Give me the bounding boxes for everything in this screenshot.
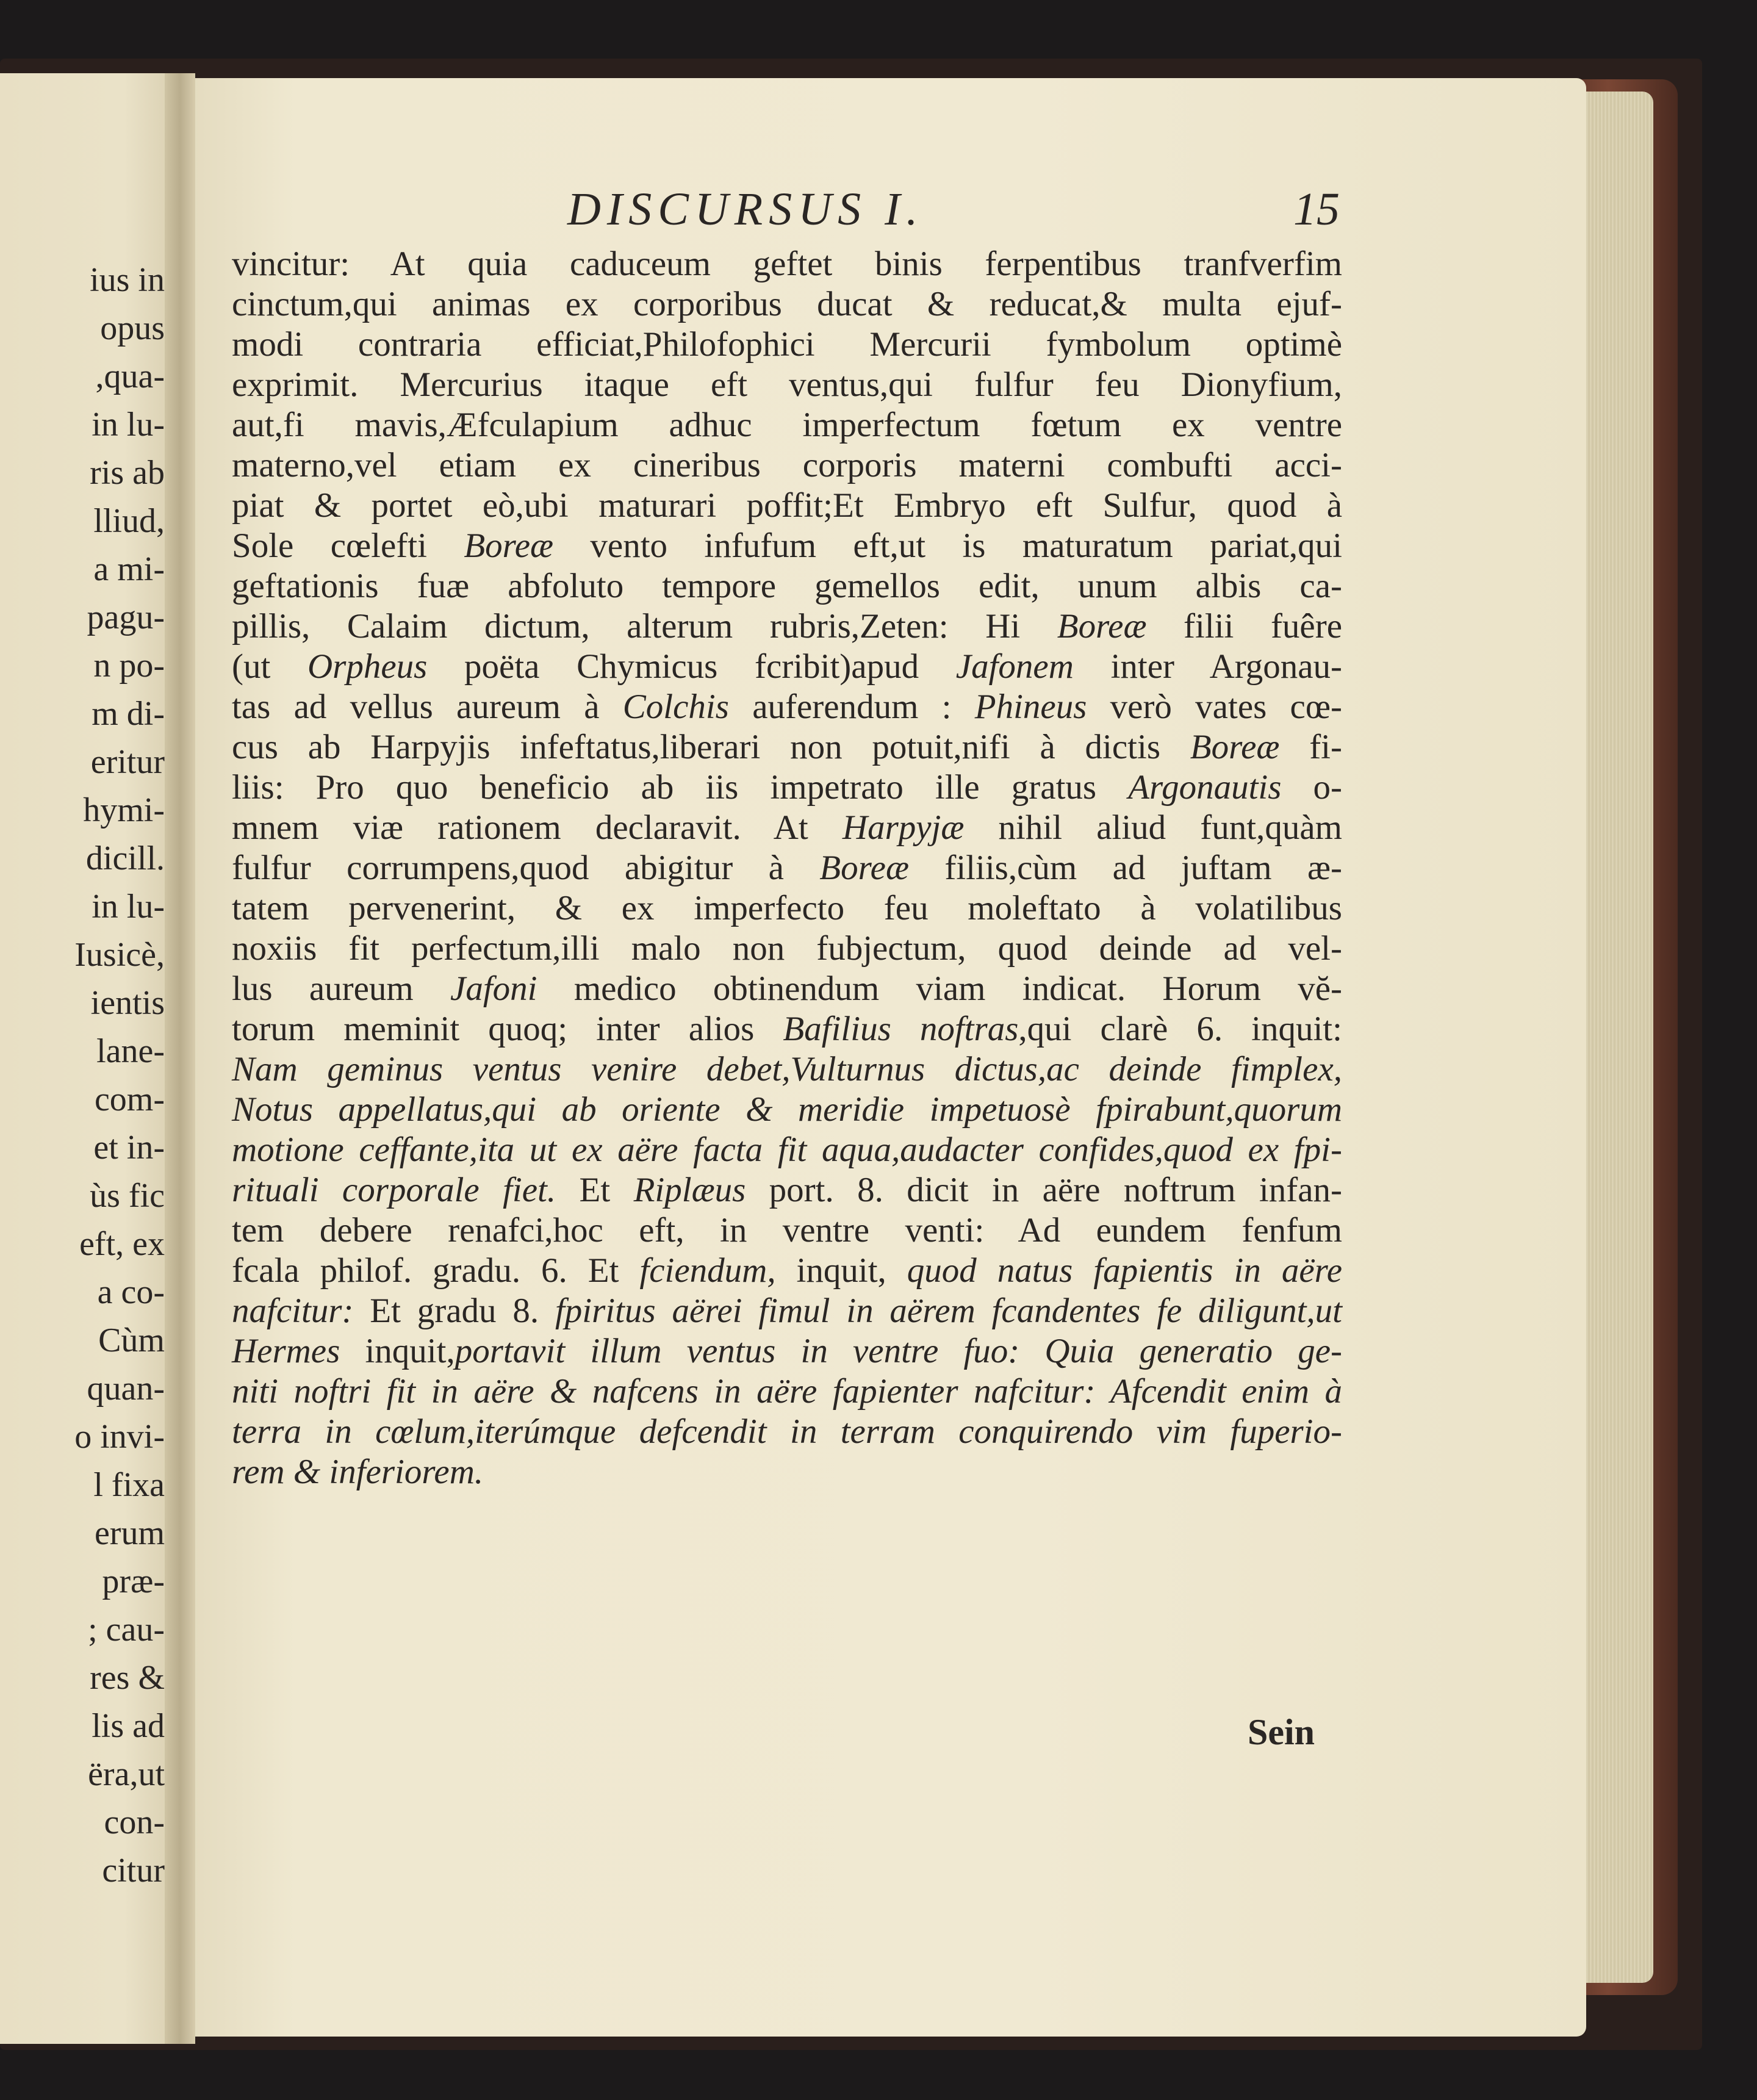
text-line xyxy=(232,365,1342,405)
left-page-line: l fixa xyxy=(93,1466,165,1504)
left-page-line: ùs fic xyxy=(90,1177,165,1215)
text-run: Et gradu 8. xyxy=(353,1292,555,1330)
left-page-line: opus xyxy=(100,309,165,347)
italic-run: quod natus fapientis in aëre xyxy=(907,1251,1342,1290)
text-line xyxy=(232,848,1342,888)
text-run: Et xyxy=(556,1171,634,1209)
text-run: fulfur corrumpens,quod abigitur à xyxy=(232,849,820,887)
left-page-line: ; cau- xyxy=(88,1611,165,1649)
italic-run: motione ceffante,ita ut ex aëre facta fit aqua,audacter confides,quod ex fpi- xyxy=(232,1131,1342,1169)
left-page-line: con- xyxy=(104,1803,165,1841)
text-run: (ut xyxy=(232,647,308,686)
running-head: DISCURSUS I. xyxy=(567,184,924,235)
left-page-line: lane- xyxy=(96,1032,165,1070)
book-gutter xyxy=(165,73,195,2044)
text-run: mnem viæ rationem declaravit. At xyxy=(232,808,843,847)
left-page-line: eritur xyxy=(90,743,165,781)
text-line xyxy=(232,1372,1342,1412)
italic-run: rem & inferiorem. xyxy=(232,1453,484,1491)
text-run: fi- xyxy=(1279,728,1342,766)
text-line xyxy=(232,1452,1342,1492)
text-line xyxy=(232,727,1342,768)
left-page-line: præ- xyxy=(102,1562,165,1600)
left-page-line: com- xyxy=(94,1081,165,1118)
left-page-line: o invi- xyxy=(74,1418,165,1456)
text-line xyxy=(232,1090,1342,1130)
text-line xyxy=(232,566,1342,606)
italic-run: Phineus xyxy=(974,688,1087,726)
italic-run: Harpyjæ xyxy=(842,808,965,847)
page-body-text xyxy=(232,244,1342,1492)
text-run: filiis,cùm ad juftam æ- xyxy=(908,849,1343,887)
text-line xyxy=(232,325,1342,365)
text-run: nihil aliud funt,quàm xyxy=(964,808,1343,847)
text-run: materno,vel etiam ex cineribus corporis materni combufti acci- xyxy=(232,446,1342,484)
text-line xyxy=(232,969,1342,1009)
italic-run: Orpheus xyxy=(307,647,428,686)
left-page-line: lliud, xyxy=(93,502,165,540)
italic-run: fpiritus aërei fimul in aërem fcandentes fe diligunt,ut xyxy=(555,1292,1343,1330)
text-line xyxy=(232,1412,1342,1452)
left-page-line: ius in xyxy=(90,261,165,299)
text-run: vincitur: At quia caduceum geftet binis ferpentibus tranfverfim xyxy=(232,245,1342,283)
text-run: poëta Chymicus fcribit)apud xyxy=(427,647,956,686)
text-line xyxy=(232,1049,1342,1090)
text-line xyxy=(232,929,1342,969)
italic-run: Boreæ xyxy=(1057,607,1147,645)
text-run: modi contraria efficiat,Philofophici Mercurii fymbolum optimè xyxy=(232,325,1342,364)
left-page-line: quan- xyxy=(87,1370,165,1408)
text-line xyxy=(232,768,1342,808)
text-run: pillis, Calaim dictum, alterum rubris,Zeten: Hi xyxy=(232,607,1057,645)
text-line xyxy=(232,606,1342,647)
text-run: noxiis fit perfectum,illi malo non fubjectum, quod deinde ad vel- xyxy=(232,929,1342,968)
left-page-text-fragments xyxy=(74,256,165,1895)
italic-run: Notus appellatus,qui ab oriente & meridie impetuosè fpirabunt,quorum xyxy=(232,1090,1342,1129)
italic-run: Nam geminus ventus venire debet,Vulturnus dictus,ac deinde fimplex, xyxy=(232,1050,1342,1088)
text-run: inquit, xyxy=(340,1332,455,1370)
text-line xyxy=(232,888,1342,929)
text-run: filii fuêre xyxy=(1146,607,1343,645)
text-line xyxy=(232,1009,1342,1049)
text-line xyxy=(232,808,1342,848)
italic-run: Boreæ xyxy=(819,849,909,887)
text-line xyxy=(232,486,1342,526)
left-page-line: ris ab xyxy=(90,454,165,492)
left-page-line: ëra,ut xyxy=(88,1755,165,1793)
text-run: verò vates cœ- xyxy=(1087,688,1342,726)
text-run: medico obtinendum viam indicat. Horum vĕ- xyxy=(537,969,1342,1008)
left-page-line: in lu- xyxy=(92,888,165,926)
text-run: torum meminit quoq; inter alios xyxy=(232,1010,783,1048)
italic-run: Boreæ xyxy=(1190,728,1280,766)
left-page-line: Iusicè, xyxy=(74,936,165,974)
text-line xyxy=(232,1291,1342,1331)
italic-run: Jafoni xyxy=(450,969,537,1008)
text-line xyxy=(232,1331,1342,1372)
text-run: auferendum : xyxy=(728,688,975,726)
text-run: geftationis fuæ abfoluto tempore gemellos edit, unum albis ca- xyxy=(232,567,1342,605)
italic-run: Hermes xyxy=(232,1332,340,1370)
italic-run: rituali corporale fiet. xyxy=(232,1171,556,1209)
left-page-line: citur xyxy=(102,1852,165,1890)
text-line xyxy=(232,244,1342,284)
text-run: ,qui clarè 6. inquit: xyxy=(1018,1010,1342,1048)
italic-run: Bafilius noftras xyxy=(783,1010,1019,1048)
text-line xyxy=(232,1210,1342,1251)
text-run: aut,fi mavis,Æfculapium adhuc imperfectum fœtum ex ventre xyxy=(232,406,1342,444)
italic-run: Boreæ xyxy=(464,527,554,565)
left-page-line: eft, ex xyxy=(79,1225,165,1263)
text-run: o- xyxy=(1281,768,1343,807)
italic-run: Riplæus xyxy=(633,1171,746,1209)
left-page-line: hymi- xyxy=(83,791,165,829)
text-line xyxy=(232,1130,1342,1170)
left-page-line: ,qua- xyxy=(95,358,165,395)
text-run: tas ad vellus aureum à xyxy=(232,688,623,726)
left-page-line: et in- xyxy=(93,1129,165,1167)
text-run: liis: Pro quo beneficio ab iis impetrato ille gratus xyxy=(232,768,1129,807)
text-line xyxy=(232,445,1342,486)
text-run: port. 8. dicit in aëre noftrum infan- xyxy=(746,1171,1343,1209)
italic-run: Colchis xyxy=(622,688,729,726)
text-line xyxy=(232,1251,1342,1291)
left-page-line: m di- xyxy=(92,695,165,733)
text-line xyxy=(232,284,1342,325)
left-page-line: a co- xyxy=(97,1273,165,1311)
left-page-line: erum xyxy=(94,1514,165,1552)
left-page-line: Cùm xyxy=(98,1321,165,1359)
text-line xyxy=(232,687,1342,727)
left-page-line: pagu- xyxy=(87,599,165,636)
left-page-line: lis ad xyxy=(92,1707,165,1745)
text-run: piat & portet eò,ubi maturari poffit;Et Embryo eft Sulfur, quod à xyxy=(232,486,1342,525)
page-number: 15 xyxy=(1293,184,1340,235)
text-run: exprimit. Mercurius itaque eft ventus,qui fulfur feu Dionyfium, xyxy=(232,365,1342,404)
left-page-line: dicill. xyxy=(85,840,165,877)
text-run: cinctum,qui animas ex corporibus ducat & reducat,& multa ejuf- xyxy=(232,285,1342,323)
text-run: inquit, xyxy=(775,1251,907,1290)
italic-run: Argonautis xyxy=(1128,768,1282,807)
catchword: Sein xyxy=(1248,1712,1315,1752)
text-run: cus ab Harpyjis infeftatus,liberari non potuit,nifi à dictis xyxy=(232,728,1190,766)
italic-run: nafcitur: xyxy=(232,1292,354,1330)
text-run: fcala philof. gradu. 6. Et xyxy=(232,1251,640,1290)
text-line xyxy=(232,405,1342,445)
left-page-line: in lu- xyxy=(92,406,165,444)
italic-run: Jafonem xyxy=(955,647,1074,686)
left-page-line: a mi- xyxy=(93,550,165,588)
text-run: lus aureum xyxy=(232,969,451,1008)
left-page-line: res & xyxy=(90,1659,165,1697)
italic-run: fciendum, xyxy=(639,1251,776,1290)
text-run: Sole cœlefti xyxy=(232,527,464,565)
left-page-line: n po- xyxy=(93,647,165,685)
left-page xyxy=(0,73,177,2044)
italic-run: portavit illum ventus in ventre fuo: Quia generatio ge- xyxy=(455,1332,1342,1370)
text-run: tem debere renafci,hoc eft, in ventre venti: Ad eundem fenfum xyxy=(232,1211,1342,1250)
text-line xyxy=(232,647,1342,687)
text-run: vento infufum eft,ut is maturatum pariat,qui xyxy=(553,527,1342,565)
italic-run: niti noftri fit in aëre & nafcens in aëre fapienter nafcitur: Afcendit enim à xyxy=(232,1372,1342,1411)
text-line xyxy=(232,526,1342,566)
text-line xyxy=(232,1170,1342,1210)
text-run: tatem pervenerint, & ex imperfecto feu moleftato à volatilibus xyxy=(232,889,1342,927)
left-page-line: ientis xyxy=(90,984,165,1022)
italic-run: terra in cœlum,iterúmque defcendit in terram conquirendo vim fuperio- xyxy=(232,1412,1342,1451)
text-run: inter Argonau- xyxy=(1073,647,1342,686)
